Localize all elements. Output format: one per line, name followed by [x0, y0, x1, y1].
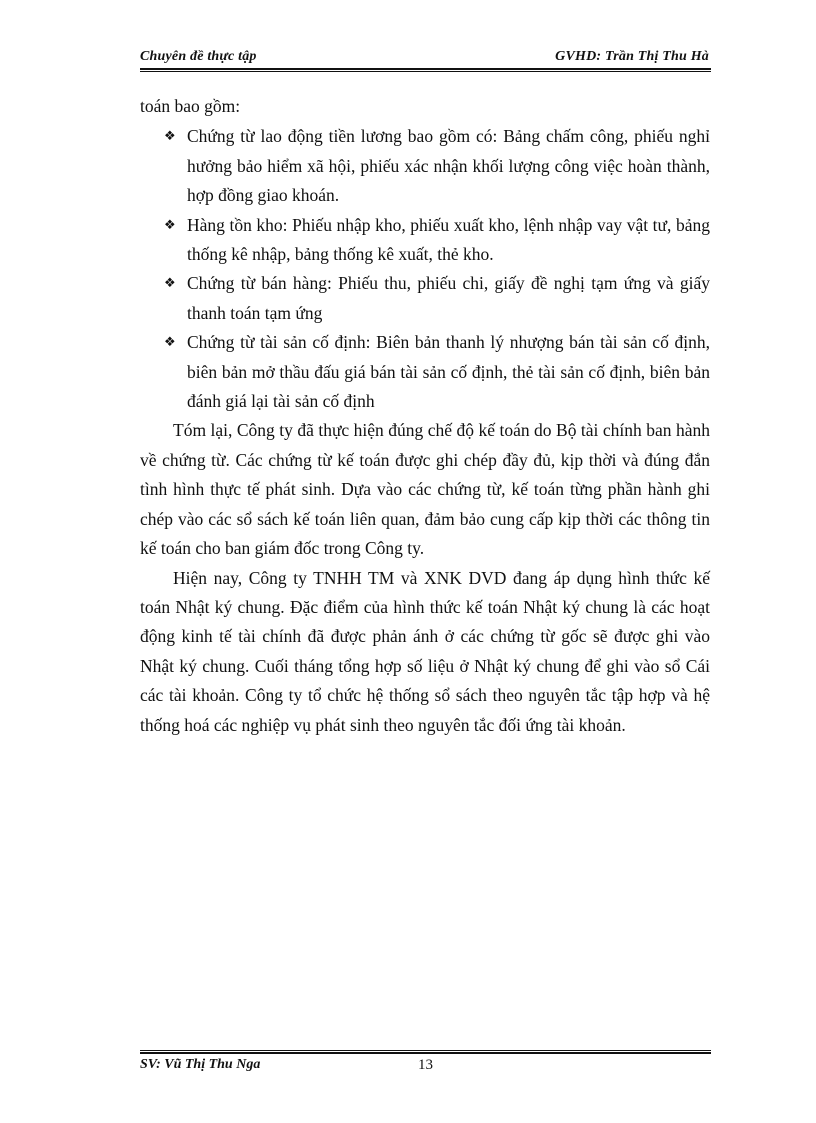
summary-paragraph: Tóm lại, Công ty đã thực hiện đúng chế độ kế toán do Bộ tài chính ban hành về chứng từ. Các chứng từ kế toán được ghi chép đầy đủ, kịp thời và đúng đắn tình hình thực tế phát sinh. Dựa vào các chứng từ, kế toán từng phần hành ghi chép vào các sổ sách kế toán liên quan, đảm bảo cung cấp kịp thời các thông tin kế toán cho ban giám đốc trong Công ty. — [140, 420, 710, 559]
diamond-bullet-icon: ❖ — [164, 276, 176, 292]
intro-text: toán bao gồm: — [140, 96, 241, 116]
footer-divider — [140, 1050, 711, 1054]
header-supervisor: GVHD: Trần Thị Thu Hà — [555, 49, 709, 64]
bullet-text: Hàng tồn kho: Phiếu nhập kho, phiếu xuất kho, lệnh nhập vay vật tư, bảng thống kê nhập, bảng thống kê xuất, thẻ kho. — [187, 214, 710, 265]
document-body — [140, 92, 710, 740]
page-number: 13 — [418, 1057, 433, 1073]
accounting-form-paragraph: Hiện nay, Công ty TNHH TM và XNK DVD đang áp dụng hình thức kế toán Nhật ký chung. Đặc điểm của hình thức kế toán Nhật ký chung là các hoạt động kinh tế tài chính đã được phản ánh ở các chứng từ gốc sẽ được ghi vào Nhật ký chung. Cuối tháng tổng hợp số liệu ở Nhật ký chung để ghi vào sổ Cái các tài khoản. Công ty tổ chức hệ thống sổ sách theo nguyên tắc tập hợp và hệ thống hoá các nghiệp vụ phát sinh theo nguyên tắc đối ứng tài khoản. — [140, 567, 710, 735]
page-footer — [140, 1057, 711, 1079]
bullet-item — [140, 122, 710, 210]
diamond-bullet-icon: ❖ — [164, 335, 176, 351]
document-bullet-list — [140, 122, 710, 416]
bullet-item — [140, 269, 710, 328]
bullet-item — [140, 211, 710, 270]
bullet-text: Chứng từ lao động tiền lương bao gồm có: Bảng chấm công, phiếu nghỉ hưởng bảo hiểm xã hội, phiếu xác nhận khối lượng công việc hoàn thành, hợp đồng giao khoán. — [187, 126, 710, 206]
bullet-item — [140, 328, 710, 416]
header-title: Chuyên đề thực tập — [140, 49, 257, 64]
bullet-text: Chứng từ bán hàng: Phiếu thu, phiếu chi, giấy đề nghị tạm ứng và giấy thanh toán tạm ứng — [187, 273, 710, 323]
diamond-bullet-icon: ❖ — [164, 217, 176, 233]
bullet-text: Chứng từ tài sản cố định: Biên bản thanh lý nhượng bán tài sản cố định, biên bản mở thầu đấu giá bán tài sản cố định, thẻ tài sản cố định, biên bản đánh giá lại tài sản cố định — [187, 332, 710, 412]
diamond-bullet-icon: ❖ — [164, 129, 176, 145]
header-divider — [140, 68, 711, 72]
footer-student: SV: Vũ Thị Thu Nga — [140, 1057, 261, 1072]
